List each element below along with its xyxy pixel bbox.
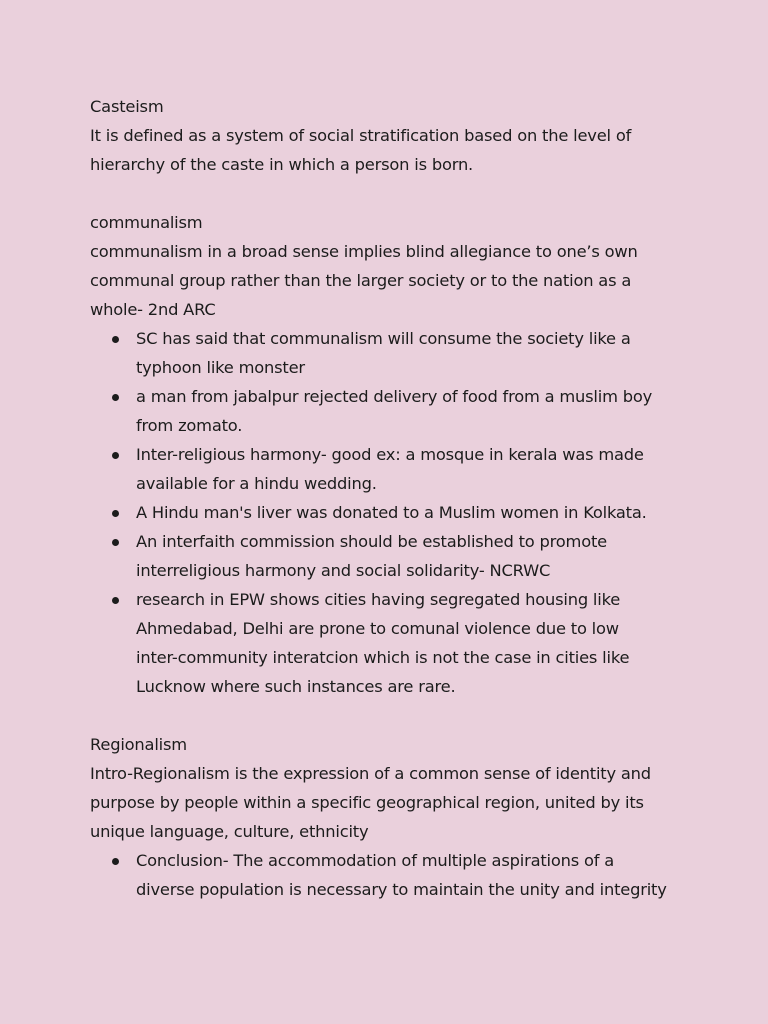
bullet-dot-icon [112, 394, 119, 401]
bullet-text-line: diverse population is necessary to maintain the unity and integrity [136, 880, 667, 899]
regionalism-bullet-list [90, 846, 730, 904]
bullet-item [90, 324, 730, 382]
bullet-item [90, 382, 730, 440]
regionalism-heading: Regionalism [90, 735, 187, 754]
communalism-text-line: communal group rather than the larger society or to the nation as a [90, 271, 632, 290]
bullet-text-line: research in EPW shows cities having segregated housing like [136, 590, 621, 609]
bullet-dot-icon [112, 597, 119, 604]
section-spacer [90, 701, 730, 730]
notes-page [90, 92, 730, 904]
regionalism-text-line: Intro-Regionalism is the expression of a common sense of identity and [90, 764, 651, 783]
bullet-text-line: An interfaith commission should be established to promote [136, 532, 607, 551]
bullet-item [90, 846, 730, 904]
bullet-text-line: from zomato. [136, 416, 243, 435]
bullet-text-line: Inter-religious harmony- good ex: a mosque in kerala was made [136, 445, 644, 464]
bullet-dot-icon [112, 510, 119, 517]
bullet-dot-icon [112, 336, 119, 343]
regionalism-text-line: purpose by people within a specific geographical region, united by its [90, 793, 644, 812]
bullet-item [90, 585, 730, 701]
bullet-text-line: Ahmedabad, Delhi are prone to comunal violence due to low [136, 619, 619, 638]
bullet-item [90, 498, 730, 527]
bullet-item [90, 440, 730, 498]
communalism-text-line: communalism in a broad sense implies blind allegiance to one’s own [90, 242, 638, 261]
communalism-text-line: whole- 2nd ARC [90, 300, 216, 319]
bullet-text-line: available for a hindu wedding. [136, 474, 377, 493]
bullet-item [90, 527, 730, 585]
casteism-text-line: It is defined as a system of social stratification based on the level of [90, 126, 632, 145]
bullet-text-line: a man from jabalpur rejected delivery of food from a muslim boy [136, 387, 653, 406]
section-spacer [90, 179, 730, 208]
bullet-text-line: typhoon like monster [136, 358, 305, 377]
bullet-dot-icon [112, 858, 119, 865]
communalism-bullet-list [90, 324, 730, 701]
bullet-text-line: Lucknow where such instances are rare. [136, 677, 456, 696]
bullet-text-line: Conclusion- The accommodation of multiple aspirations of a [136, 851, 615, 870]
casteism-text-line: hierarchy of the caste in which a person is born. [90, 155, 474, 174]
bullet-dot-icon [112, 539, 119, 546]
bullet-text-line: interreligious harmony and social solidarity- NCRWC [136, 561, 551, 580]
communalism-heading: communalism [90, 213, 203, 232]
bullet-text-line: inter-community interatcion which is not the case in cities like [136, 648, 630, 667]
bullet-text-line: A Hindu man's liver was donated to a Muslim women in Kolkata. [136, 503, 647, 522]
regionalism-text-line: unique language, culture, ethnicity [90, 822, 369, 841]
bullet-dot-icon [112, 452, 119, 459]
bullet-text-line: SC has said that communalism will consume the society like a [136, 329, 631, 348]
casteism-heading: Casteism [90, 97, 164, 116]
